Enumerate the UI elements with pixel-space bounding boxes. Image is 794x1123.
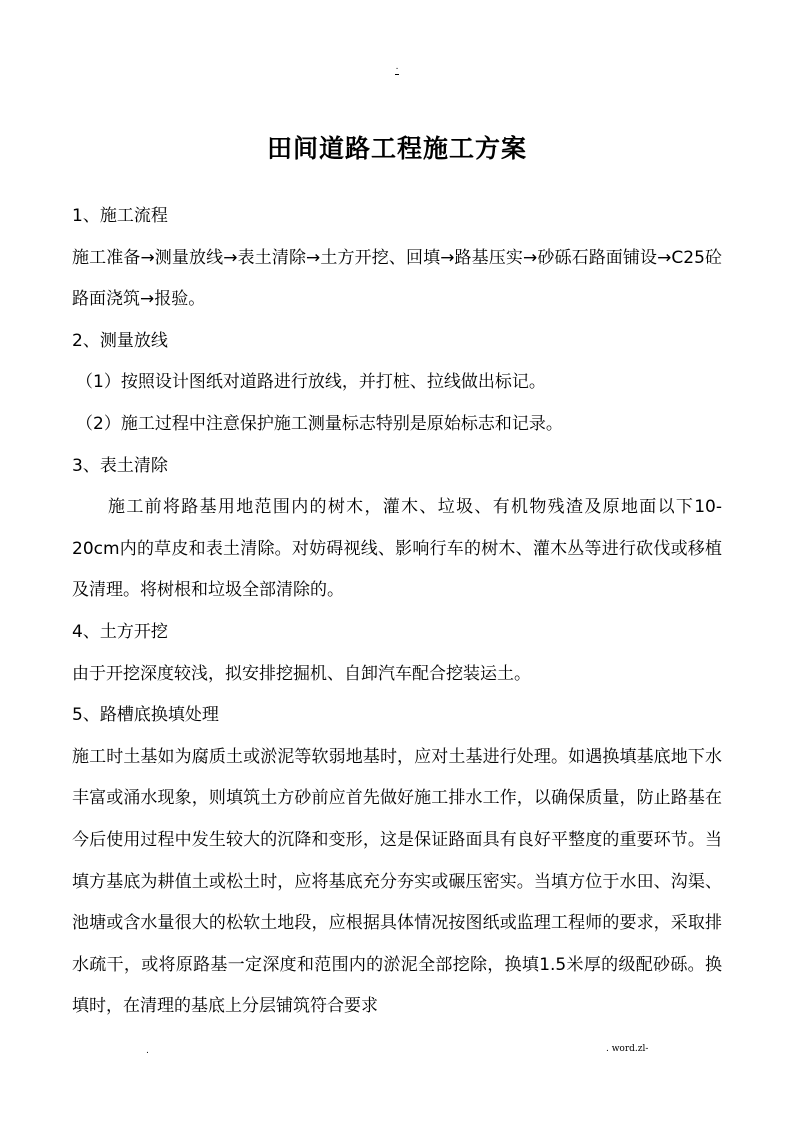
- document-body: [72, 196, 722, 1028]
- paragraph-process-flow: 施工准备→测量放线→表土清除→土方开挖、回填→路基压实→砂砾石路面铺设→C25砼路面浇筑→报验。: [72, 247, 722, 310]
- header-rule: [395, 74, 399, 75]
- header-dot: .: [395, 62, 399, 72]
- section-heading-4: 4、土方开挖: [72, 621, 168, 642]
- paragraph-excavation: 由于开挖深度较浅，拟安排挖掘机、自卸汽车配合挖装运土。: [72, 663, 531, 684]
- footer-left-mark: .: [146, 1046, 149, 1056]
- list-item-2: （2）施工过程中注意保护施工测量标志特别是原始标志和记录。: [76, 413, 563, 434]
- section-heading-2: 2、测量放线: [72, 330, 168, 351]
- section-heading-5: 5、路槽底换填处理: [72, 705, 219, 726]
- paragraph-subgrade-replacement: 施工时土基如为腐质土或淤泥等软弱地基时，应对土基进行处理。如遇换填基底地下水丰富或涌水现象，则填筑土方砂前应首先做好施工排水工作，以确保质量，防止路基在今后使用过程中发生较大的沉降和变形，这是保证路面具有良好平整度的重要环节。当填方基底为耕值土或松土时，应将基底充分夯实或碾压密实。当填方位于水田、沟渠、池塘或含水量很大的松软土地段，应根据具体情况按图纸或监理工程师的要求，采取排水疏干，或将原路基一定深度和范围内的淤泥全部挖除，换填1.5米厚的级配砂砾。换填时，在清理的基底上分层铺筑符合要求: [72, 746, 722, 1017]
- footer-right-text: . word.zl-: [606, 1044, 649, 1054]
- header-mark: [0, 62, 794, 75]
- list-item-1: （1）按照设计图纸对道路进行放线，并打桩、拉线做出标记。: [76, 372, 546, 393]
- paragraph-topsoil-removal: 施工前将路基用地范围内的树木，灌木、垃圾、有机物残渣及原地面以下10-20cm内的草皮和表土清除。对妨碍视线、影响行车的树木、灌木丛等进行砍伐或移植及清理。将树根和垃圾全部清除的。: [72, 497, 722, 601]
- document-title: 田间道路工程施工方案: [266, 134, 527, 163]
- section-heading-1: 1、施工流程: [72, 206, 168, 226]
- section-heading-3: 3、表土清除: [72, 455, 168, 476]
